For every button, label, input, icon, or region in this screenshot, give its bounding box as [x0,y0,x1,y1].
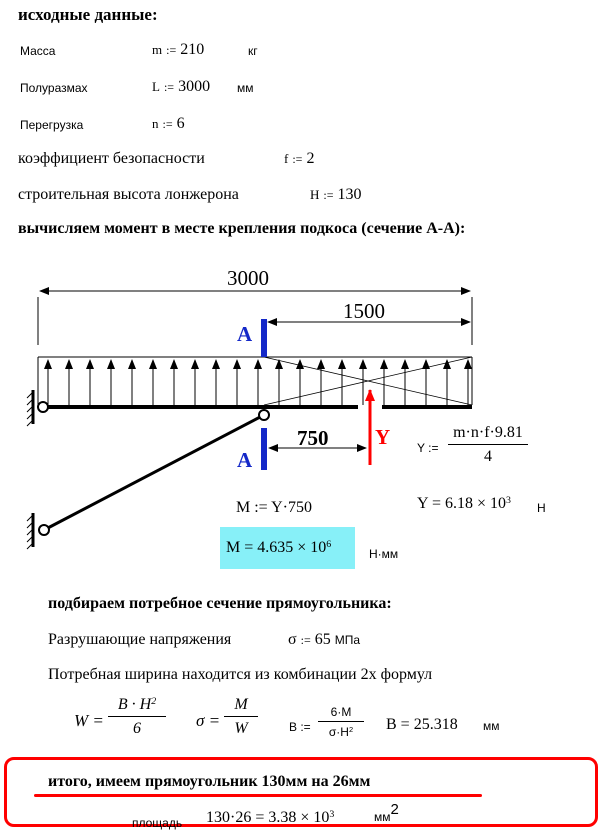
halfspan-unit: мм [237,81,254,95]
formula-w-fraction: $B \cdot H^2$ 6 [108,697,166,737]
mass-assignment: m := 210 [152,41,205,58]
stress-assignment: σ := 65 МПа [288,631,361,648]
formula-b-fraction: 6·M $\sigma\cdot H^2$ [318,706,364,738]
result-y: $Y = 6.18 \times 10^3$ [417,494,511,512]
header-title: исходные данные: [18,5,158,24]
summary-text: итого, имеем прямоугольник 130мм на 26мм [48,773,371,790]
area-expression: $130\cdot 26 = 3.38 \times 10^3$ [206,808,335,826]
height-assignment: H := 130 [310,186,362,203]
halfspan-label: Полуразмах [20,81,88,95]
distributed-load [38,357,472,405]
dimension-3000-label: 3000 [227,266,269,290]
strut [39,410,269,535]
force-y-label: Y [375,425,391,449]
formula-y-fraction: m·n·f·9.81 4 [448,425,528,465]
mass-unit: кг [248,44,258,58]
dimension-750-label: 750 [297,426,329,450]
mass-label: Масса [20,44,56,58]
formula-m: M := Y·750 [236,499,312,516]
formula-y-lhs: Y := [417,441,439,455]
dimension-3000 [38,291,472,345]
wall-support-bottom [27,513,33,549]
moment-section-heading: вычисляем момент в месте крепления подкоса (сечение А-А): [18,220,466,237]
formula-w-lhs: W = [74,711,104,730]
result-m-unit: Н·мм [369,547,399,561]
section-select-heading: подбираем потребное сечение прямоугольника: [48,595,392,612]
height-label: строительная высота лонжерона [18,186,239,203]
result-b: B = 25.318 [386,716,458,733]
stress-label: Разрушающие напряжения [48,631,232,648]
overload-label: Перегрузка [20,118,84,132]
halfspan-assignment: L := 3000 [152,78,211,95]
width-explanation: Потребная ширина находится из комбинации 2х формул [48,666,433,683]
section-label-top: А [237,322,253,346]
area-unit: $мм^2$ [374,801,399,824]
result-y-unit: Н [537,501,546,515]
overload-assignment: n := 6 [152,115,185,132]
summary-underline [34,794,482,797]
formula-b-lhs: B := [289,720,311,734]
formula-sigma-fraction: M W [224,697,258,737]
safety-label: коэффициент безопасности [18,150,205,167]
result-m: $M = 4.635 \times 10^6$ [226,538,332,556]
formula-sigma-lhs: σ = [196,711,221,730]
result-b-unit: мм [483,719,500,733]
safety-assignment: f := 2 [284,150,315,167]
section-label-bottom: А [237,448,253,472]
area-label: площадь [132,816,183,830]
dimension-1500-label: 1500 [343,299,385,323]
